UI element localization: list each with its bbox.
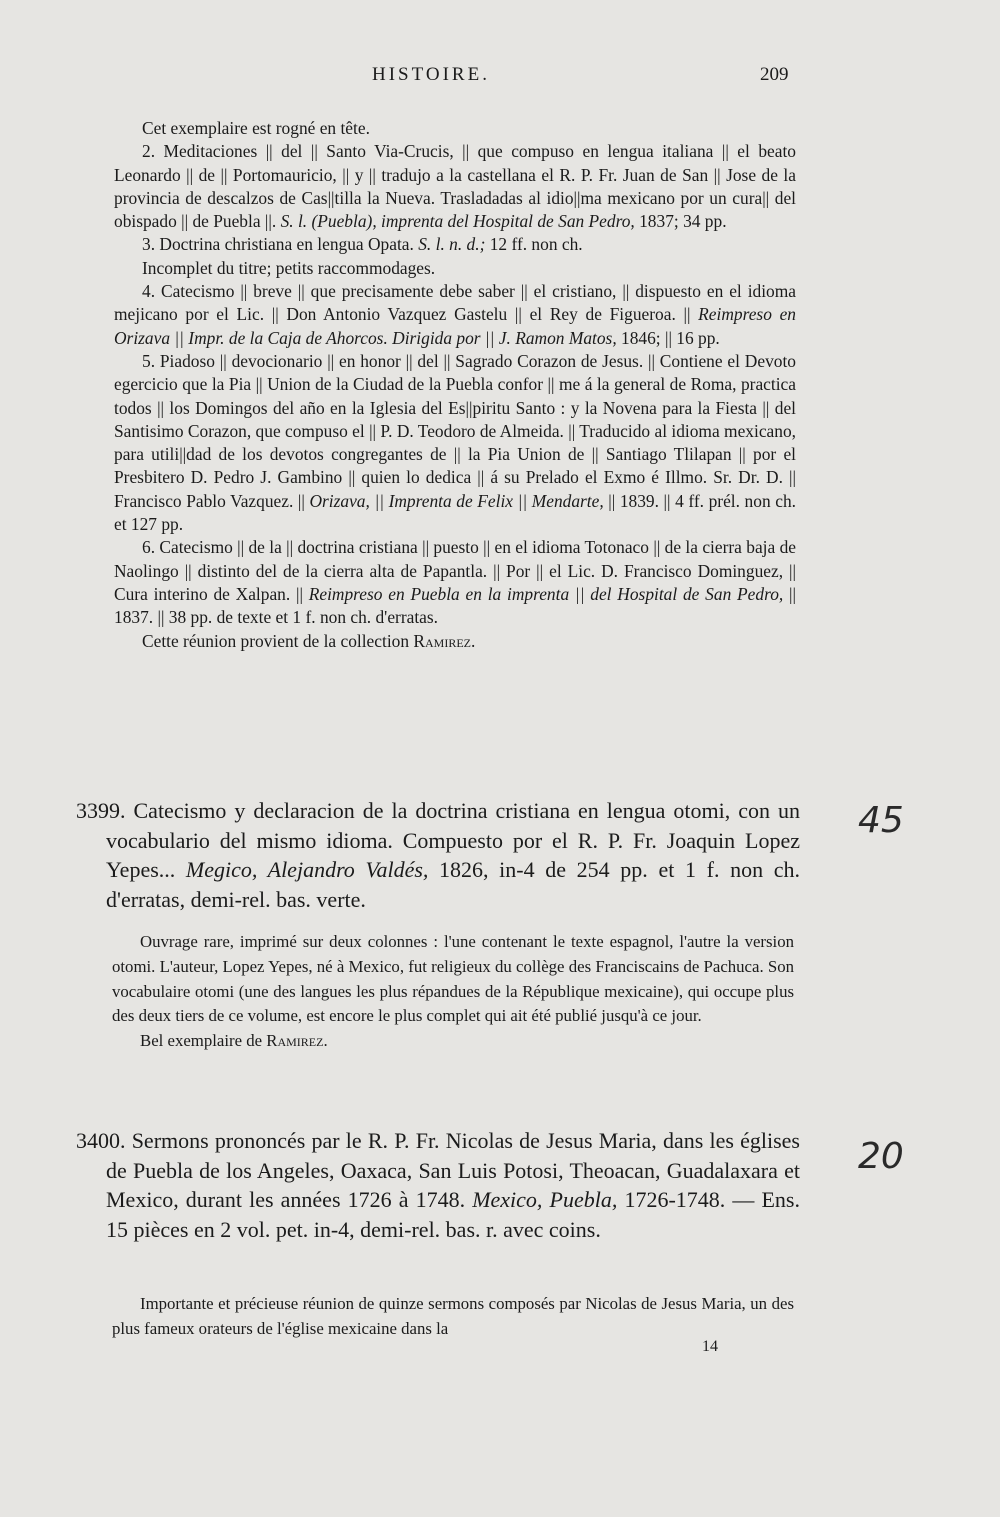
running-title: HISTOIRE.	[372, 64, 490, 85]
item-3-note: Incomplet du titre; petits raccommodages.	[142, 257, 436, 278]
item-6: 6. Catecismo || de la || doctrina cristiana || puesto || en el idioma Totonaco || de la cierra baja de Naolingo || distinto del de la cierra alta de Papantla. || Por || el Lic. D. Francisco Dominguez, || Cura interino de Xalpan. || Reimpreso en Puebla en la imprenta || del Hospital de San Pedro, || 1837. || 38 pp. de texte et 1 f. non ch. d'erratas.	[114, 537, 796, 628]
page-number: 209	[760, 64, 789, 85]
provenance-line: Cette réunion provient de la collection Ramirez.	[142, 630, 476, 651]
note-line: Cet exemplaire est rogné en tête.	[142, 118, 370, 138]
handwritten-price-3400: 20	[858, 1136, 904, 1177]
entry-3399	[76, 796, 800, 914]
entry-3399-note: Ouvrage rare, imprimé sur deux colonnes : l'une contenant le texte espagnol, l'autre la version otomi. L'auteur, Lopez Yepes, né à Mexico, fut religieux du collège des Franciscains de Pachuca. Son vocabulaire otomi (une des langues les plus répandues de la République mexicaine), qui occupe plus des deux tiers de ce volume, est encore le plus complet qui ait été publié jusqu'à ce jour. Bel exemplaire de Ramirez.	[112, 932, 794, 1051]
item-5: 5. Piadoso || devocionario || en honor || del || Sagrado Corazon de Jesus. || Contiene el Devoto egercicio que la Pia || Union de la Ciudad de la Puebla confor || me á la general de Roma, practica todos || los Domingos del año en la Iglesia del Es||piritu Santo : y la Novena para la Fiesta || del Santisimo Corazon, que compuso el || P. D. Teodoro de Almeida. || Traducido al idioma mexicano, para utili||dad de los devotos congregantes de || la Pia Union de || Santiago Tlilapan || por el Presbitero D. Pedro J. Gambino || quien lo dedica || á su Prelado el Exmo é Illmo. Sr. Dr. D. || Francisco Pablo Vazquez. || Orizava, || Imprenta de Felix || Mendarte, || 1839. || 4 ff. prél. non ch. et 127 pp.	[114, 350, 796, 535]
running-header	[0, 64, 1000, 94]
signature-mark: 14	[702, 1338, 718, 1355]
entry-3400-note: Importante et précieuse réunion de quinze sermons composés par Nicolas de Jesus Maria, un des plus fameux orateurs de l'église mexicaine dans la	[112, 1294, 794, 1338]
item-4: 4. Catecismo || breve || que precisamente debe saber || el cristiano, || dispuesto en el idioma mejicano por el Lic. || Don Antonio Vazquez Gastelu || el Rey de Figueroa. || Reimpreso en Orizava || Impr. de la Caja de Ahorcos. Dirigida por || J. Ramon Matos, 1846; || 16 pp.	[114, 281, 796, 348]
previous-entry-continuation	[114, 117, 796, 653]
entry-3400-text: 3400. Sermons prononcés par le R. P. Fr. Nicolas de Jesus Maria, dans les églises de Puebla de los Angeles, Oaxaca, San Luis Potosi, Theoacan, Guadalaxara et Mexico, durant les années 1726 à 1748. Mexico, Puebla, 1726-1748. — Ens. 15 pièces en 2 vol. pet. in-4, demi-rel. bas. r. avec coins.	[76, 1128, 800, 1242]
item-3: 3. Doctrina christiana en lengua Opata. S. l. n. d.; 12 ff. non ch.	[142, 234, 583, 255]
handwritten-price-3399: 45	[858, 800, 904, 841]
entry-3400	[76, 1126, 800, 1244]
entry-3399-text: 3399. Catecismo y declaracion de la doctrina cristiana en lengua otomi, con un vocabulario del mismo idioma. Compuesto por el R. P. Fr. Joaquin Lopez Yepes... Megico, Alejandro Valdés, 1826, in-4 de 254 pp. et 1 f. non ch. d'erratas, demi-rel. bas. verte.	[76, 798, 800, 912]
item-2: 2. Meditaciones || del || Santo Via-Crucis, || que compuso en lengua italiana || el beato Leonardo || de || Portomauricio, || y || tradujo a la castellana el R. P. Fr. Juan de San || Jose de la provincia de descalzos de Cas||tilla la Nueva. Trasladadas al idio||ma mexicano por un cura|| del obispado || de Puebla ||. S. l. (Puebla), imprenta del Hospital de San Pedro, 1837; 34 pp.	[114, 141, 796, 232]
